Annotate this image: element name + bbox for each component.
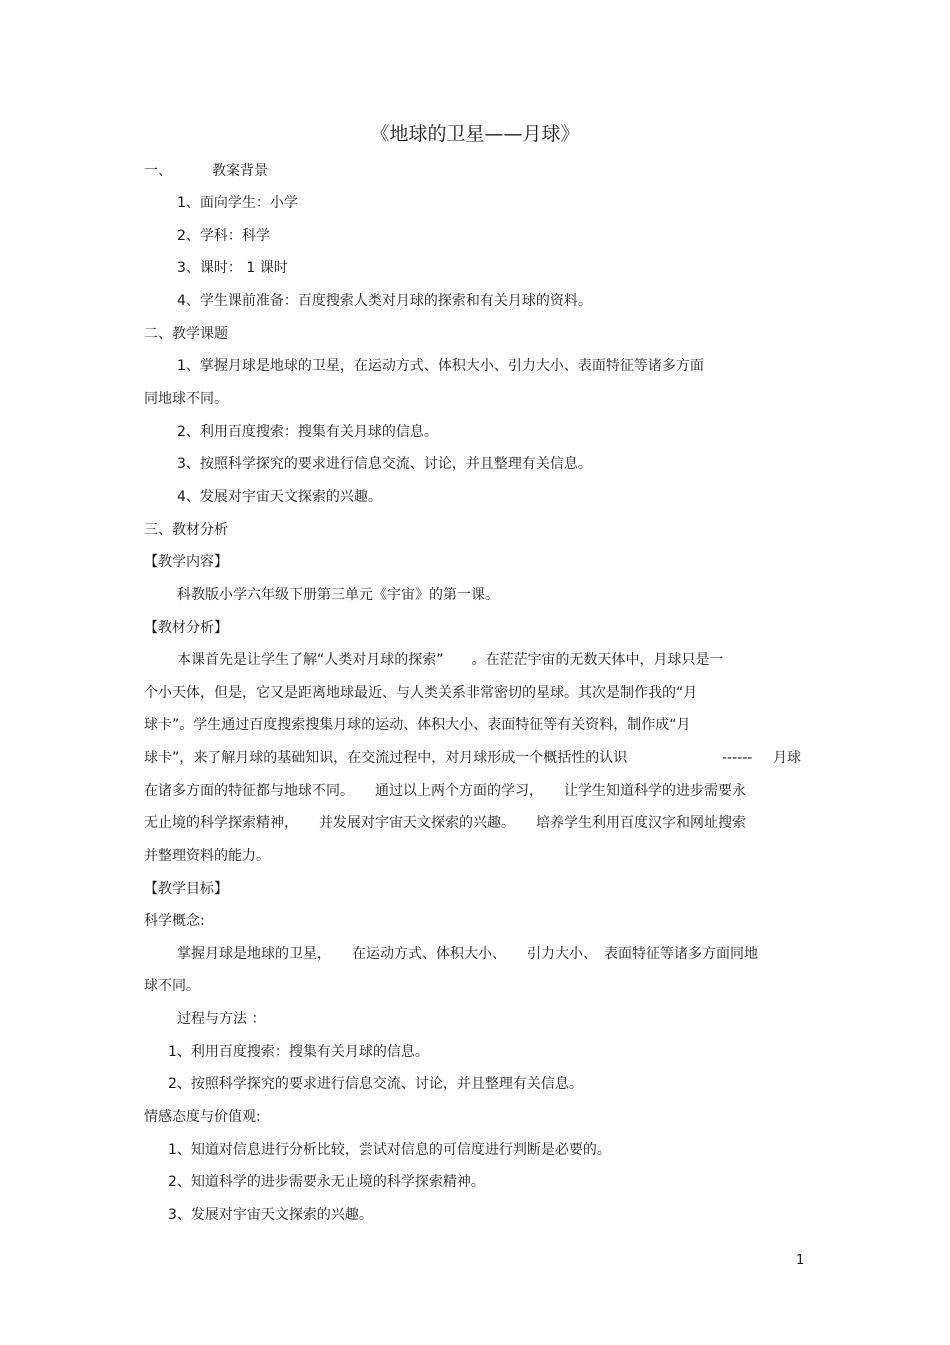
list-item: 2、按照科学探究的要求进行信息交流、讨论，并且整理有关信息。: [168, 1076, 583, 1092]
page-number: 1: [796, 1253, 805, 1268]
list-item: 1、知道对信息进行分析比较，尝试对信息的可信度进行判断是必要的。: [168, 1142, 611, 1158]
document-title: 《地球的卫星——月球》: [370, 123, 580, 145]
section-heading: 三、教材分析: [144, 522, 228, 538]
paragraph-line: 并整理资料的能力。: [144, 848, 270, 864]
list-item: 4、发展对宇宙天文探索的兴趣。: [177, 489, 382, 505]
paragraph-line: 本课首先是让学生了解“人类对月球的探索” 。在茫茫宇宙的无数天体中，月球只是一: [177, 652, 724, 668]
section-number: 一、: [144, 163, 172, 179]
goal-label: 科学概念:: [144, 913, 205, 929]
subsection-heading: 【教材分析】: [144, 620, 228, 636]
paragraph-line-end: 月球: [773, 750, 801, 766]
paragraph-line: 无止境的科学探索精神， 并发展对宇宙天文探索的兴趣。 培养学生利用百度汉字和网址搜索: [144, 815, 746, 831]
paragraph-line: 科教版小学六年级下册第三单元《宇宙》的第一课。: [177, 587, 499, 603]
list-item: 1、面向学生：小学: [177, 195, 298, 211]
list-item: 3、按照科学探究的要求进行信息交流、讨论，并且整理有关信息。: [177, 456, 592, 472]
subsection-heading: 【教学目标】: [144, 881, 228, 897]
list-item: 3、课时： 1 课时: [177, 260, 288, 276]
list-item: 4、学生课前准备：百度搜索人类对月球的探索和有关月球的资料。: [177, 293, 592, 309]
section-heading: 教案背景: [212, 163, 268, 179]
dash-separator: ------: [722, 750, 753, 766]
paragraph-line: 球不同。: [144, 978, 200, 994]
list-item: 1、掌握月球是地球的卫星，在运动方式、体积大小、引力大小、表面特征等诸多方面: [177, 358, 704, 374]
list-item: 2、学科：科学: [177, 228, 270, 244]
list-item: 3、发展对宇宙天文探索的兴趣。: [168, 1207, 373, 1223]
list-item: 2、利用百度搜索：搜集有关月球的信息。: [177, 424, 438, 440]
paragraph-line: 球卡”，来了解月球的基础知识，在交流过程中，对月球形成一个概括性的认识: [144, 750, 628, 766]
list-item: 1、利用百度搜索：搜集有关月球的信息。: [168, 1044, 429, 1060]
paragraph-line: 掌握月球是地球的卫星， 在运动方式、体积大小、 引力大小、 表面特征等诸多方面同地: [177, 946, 758, 962]
paragraph-line: 球卡”。学生通过百度搜索搜集月球的运动、体积大小、表面特征等有关资料，制作成“月: [144, 717, 691, 733]
subsection-heading: 【教学内容】: [144, 554, 228, 570]
section-heading: 二、教学课题: [144, 326, 228, 342]
paragraph-line: 个小天体，但是，它又是距离地球最近、与人类关系非常密切的星球。其次是制作我的“月: [144, 685, 698, 701]
goal-label: 情感态度与价值观:: [144, 1109, 261, 1125]
list-item: 2、知道科学的进步需要永无止境的科学探索精神。: [168, 1174, 485, 1190]
list-item-continuation: 同地球不同。: [144, 391, 228, 407]
goal-label: 过程与方法 ：: [177, 1011, 266, 1027]
paragraph-line: 在诸多方面的特征都与地球不同。 通过以上两个方面的学习， 让学生知道科学的进步需要永: [144, 783, 746, 799]
